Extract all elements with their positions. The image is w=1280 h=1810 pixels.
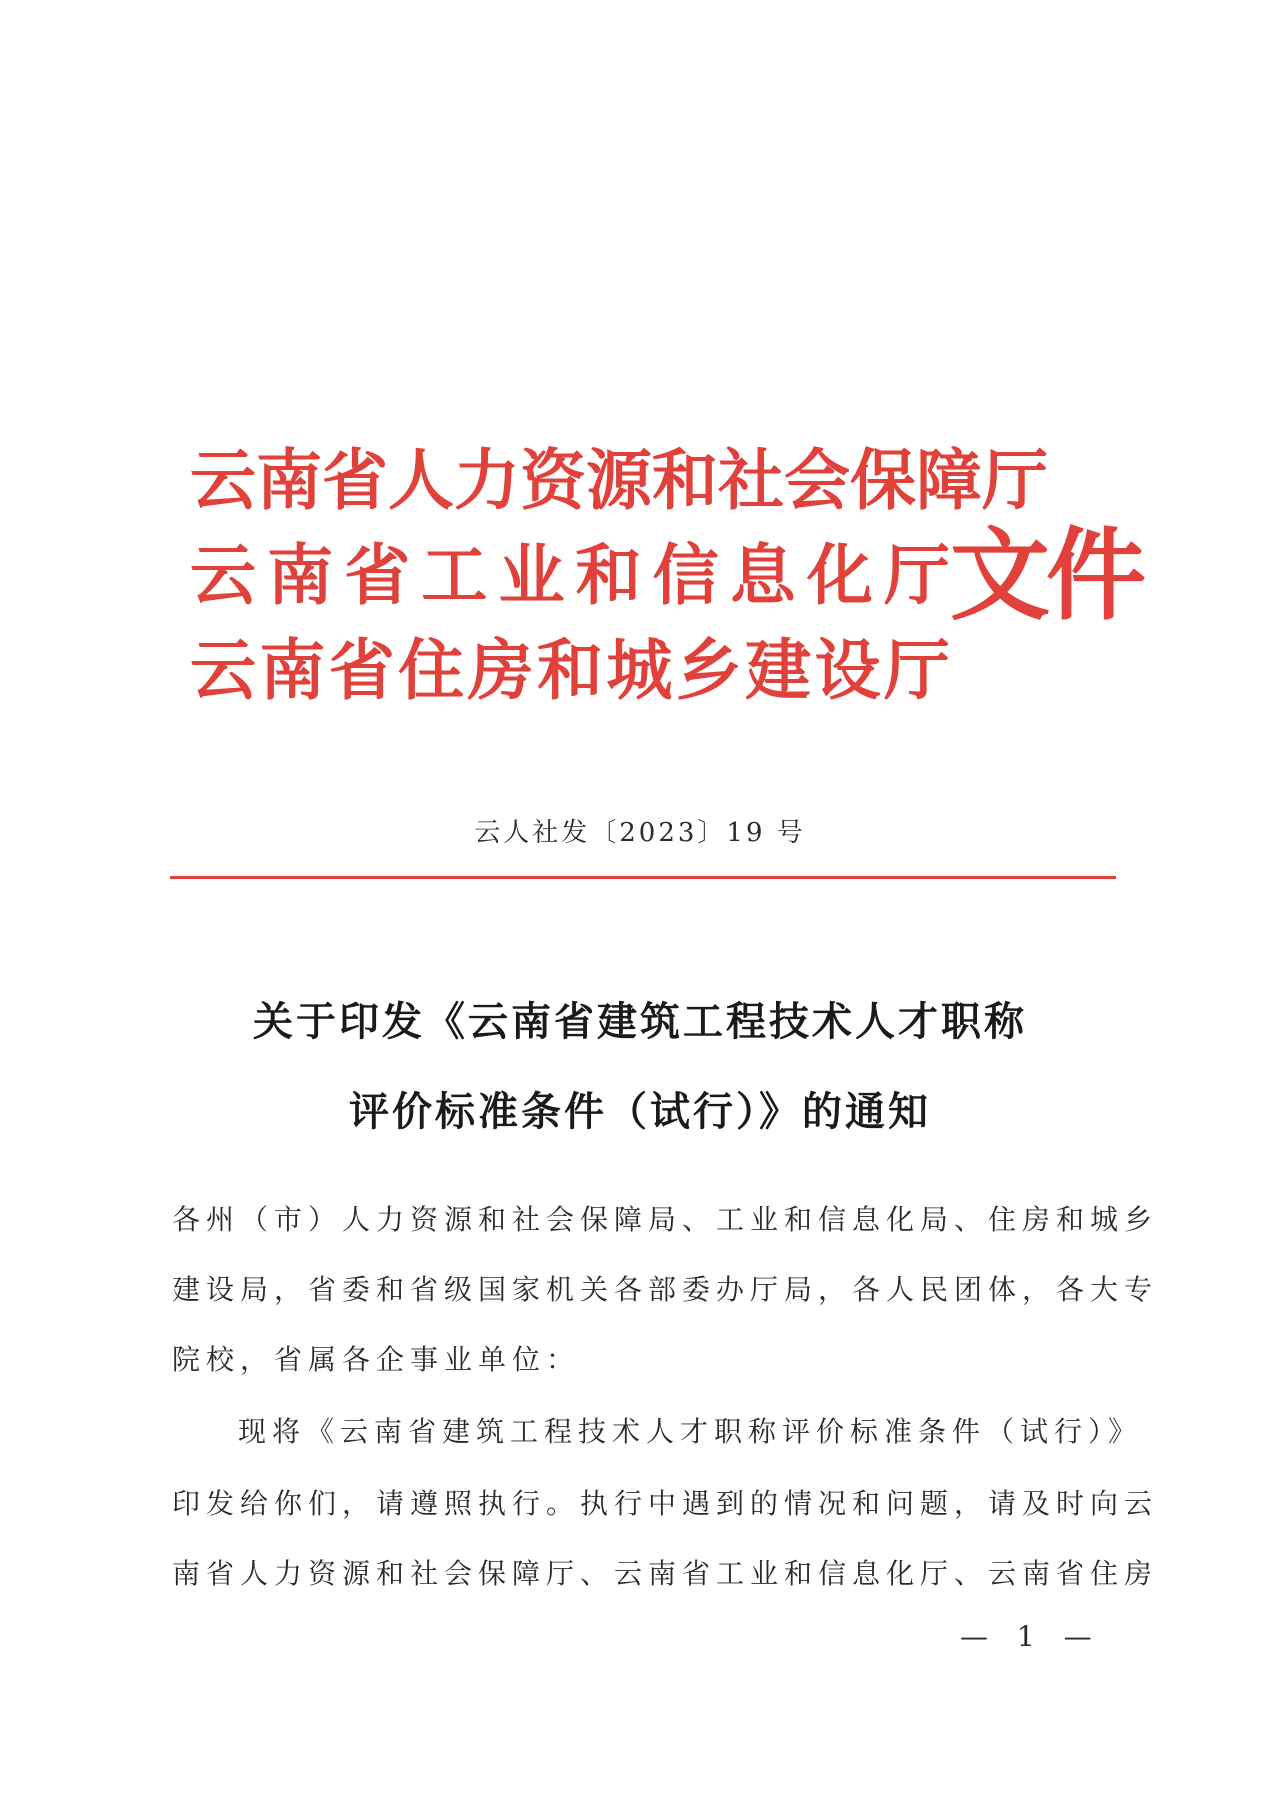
red-divider bbox=[170, 876, 1116, 879]
document-suffix: 文件 bbox=[950, 516, 1142, 634]
page-number: — 1 — bbox=[960, 1620, 1102, 1653]
issuer-name: 云 南 省 工 业 和 信 息 化 厅 bbox=[190, 536, 950, 614]
body-line: 南省人力资源和社会保障厅、云南省工业和信息化厅、云南省住房 bbox=[172, 1557, 1159, 1590]
body-line: 印发给你们，请遵照执行。执行中遇到的情况和问题，请及时向云 bbox=[172, 1487, 1159, 1520]
body-line: 建设局，省委和省级国家机关各部委办厅局，各人民团体，各大专 bbox=[172, 1273, 1159, 1306]
issuer-name: 云 南 省 住 房 和 城 乡 建 设 厅 bbox=[190, 631, 950, 709]
issuer-header bbox=[190, 432, 1142, 722]
body-line: 院校，省属各企事业单位： bbox=[172, 1343, 581, 1376]
issuer-name: 云 南 省 人 力 资 源 和 社 会 保 障 厅 bbox=[190, 441, 1048, 519]
notice-title-line: 评价标准条件（试行）》的通知 bbox=[349, 1088, 931, 1135]
body-line: 现将《云南省建筑工程技术人才职称评价标准条件（试行）》 bbox=[238, 1415, 1143, 1448]
body-line: 各州（市）人力资源和社会保障局、工业和信息化局、住房和城乡 bbox=[172, 1203, 1159, 1236]
notice-title-line: 关于印发《云南省建筑工程技术人才职称 bbox=[253, 998, 1027, 1045]
document-number: 云人社发〔2023〕19 号 bbox=[474, 818, 806, 848]
